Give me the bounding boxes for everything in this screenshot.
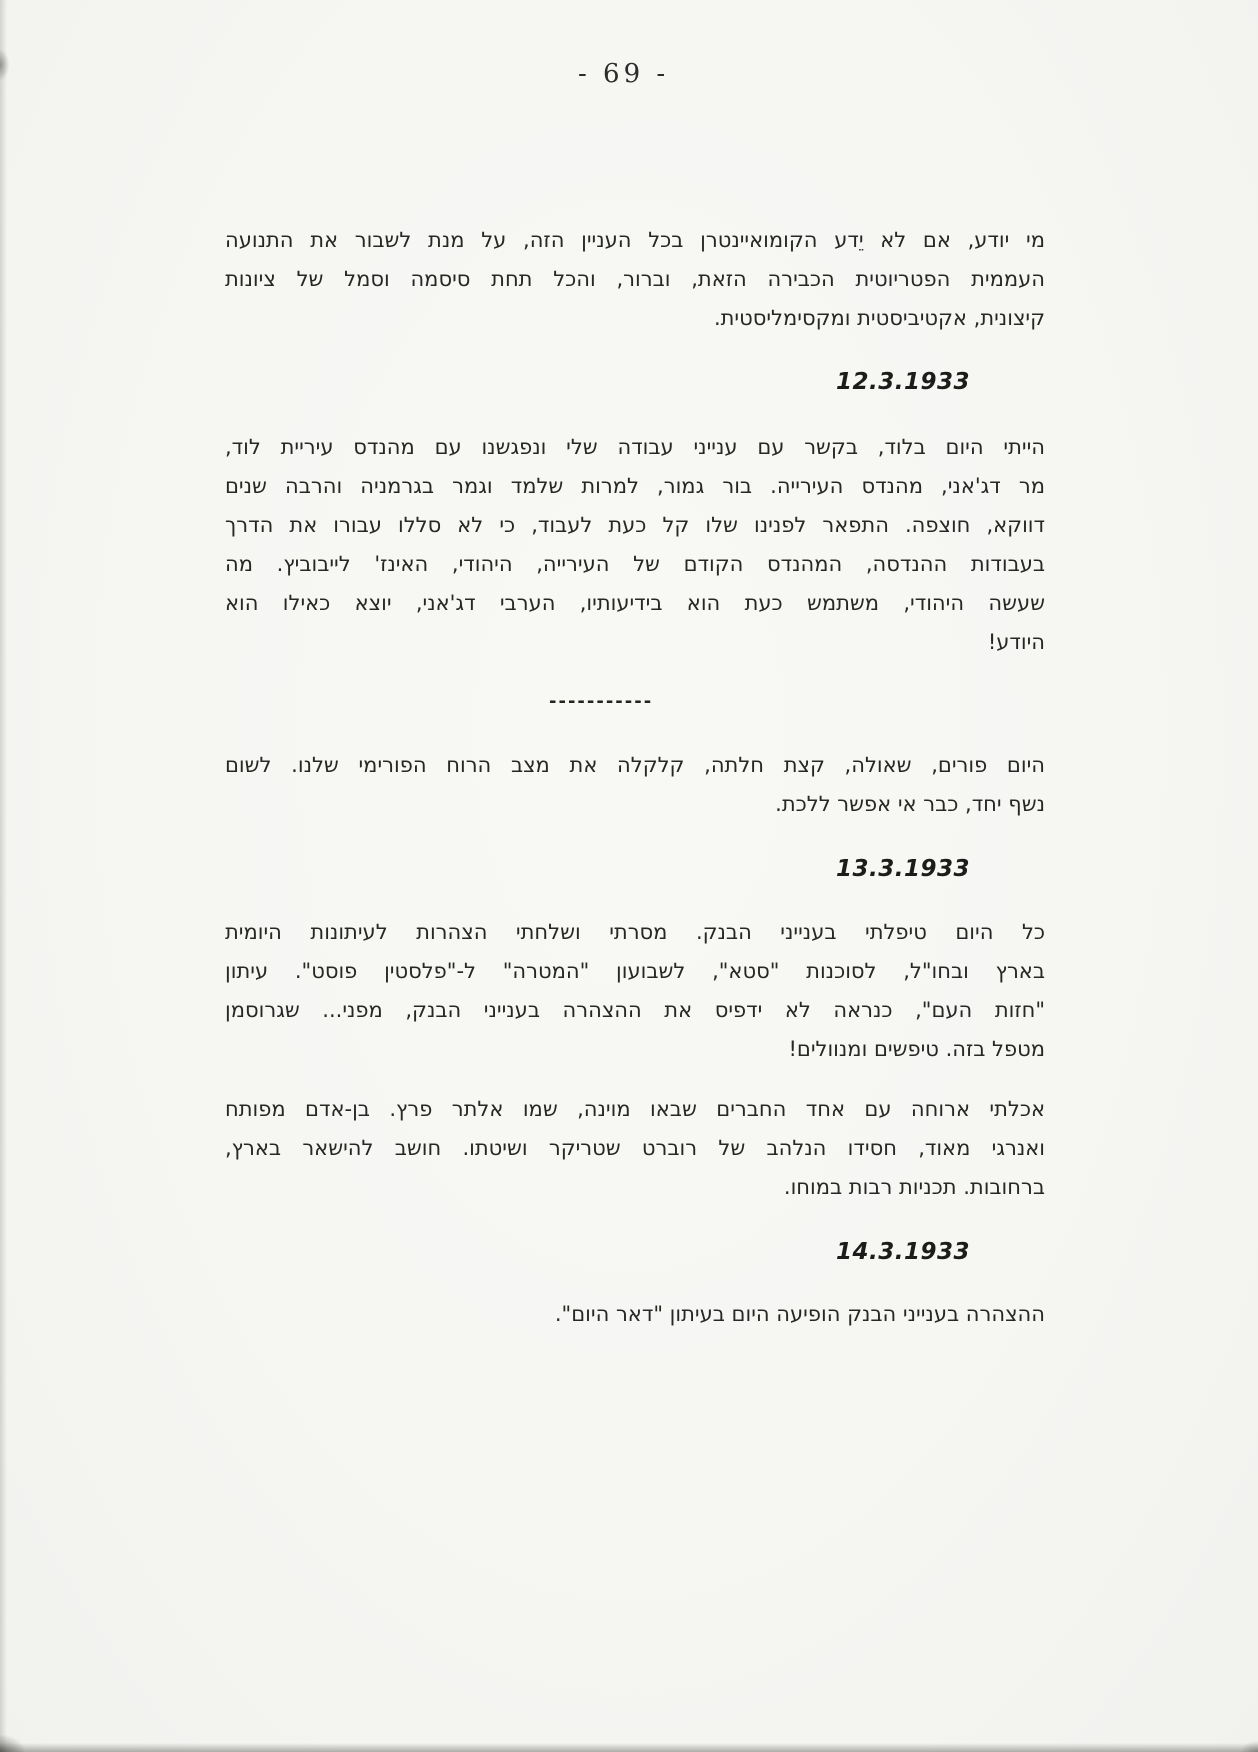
paragraph-line: שעשה היהודי, משתמש כעת הוא בידיעותיו, הערבי דג'אני, יוצא כאילו הוא — [225, 591, 1045, 615]
diary-date-entry-1: 12.3.1933 — [836, 369, 970, 395]
diary-paragraph-3 — [225, 746, 1045, 824]
paragraph-line: ההצהרה בענייני הבנק הופיעה היום בעיתון "דאר היום". — [554, 1302, 1045, 1326]
paragraph-line: בעבודות ההנדסה, המהנדס הקודם של העירייה, היהודי, האינז' לייבוביץ. מה — [225, 552, 1045, 576]
paragraph-line: מר דג'אני, מהנדס העירייה. בור גמור, למרות שלמד וגמר בגרמניה והרבה שנים — [225, 474, 1045, 498]
diary-date-entry-2: 13.3.1933 — [836, 856, 970, 882]
paragraph-line: הייתי היום בלוד, בקשר עם ענייני עבודה שלי ונפגשנו עם מהנדס עיריית לוד, — [225, 435, 1045, 459]
paragraph-line: אכלתי ארוחה עם אחד החברים שבאו מוינה, שמו אלתר פרץ. בן-אדם מפותח — [225, 1097, 1045, 1121]
paragraph-line: ברחובות. תכניות רבות במוחו. — [783, 1175, 1045, 1199]
paragraph-line: דווקא, חוצפה. התפאר לפנינו שלו קל כעת לעבוד, כי לא סללו עבורו את הדרך — [225, 513, 1045, 537]
paragraph-line: ואנרגי מאוד, חסידו הנלהב של רוברט שטריקר ושיטתו. חושב להישאר בארץ, — [225, 1136, 1045, 1160]
scan-edge-shadow-left — [0, 0, 7, 1752]
diary-paragraph-2 — [225, 428, 1045, 662]
diary-paragraph-6 — [225, 1295, 1045, 1334]
section-separator-dashes: ----------- — [549, 691, 654, 712]
scan-edge-shadow-bottom — [0, 1743, 1258, 1752]
paragraph-line: העממית הפטריוטית הכבירה הזאת, וברור, והכל תחת סיסמה וסמל של ציונות — [225, 267, 1045, 291]
paragraph-line: מי יודע, אם לא יֵדע הקומואיינטרן בכל העניין הזה, על מנת לשבור את התנועה — [225, 228, 1045, 252]
scan-corner-smudge-bottom-left — [0, 1734, 26, 1752]
paragraph-line: היודע! — [987, 630, 1045, 654]
scan-edge-mark-top-left — [0, 50, 9, 80]
paragraph-line: כל היום טיפלתי בענייני הבנק. מסרתי ושלחתי הצהרות לעיתונות היומית — [225, 920, 1045, 944]
diary-paragraph-5 — [225, 1090, 1045, 1207]
page-number: - 69 - — [578, 59, 670, 89]
paragraph-line: מטפל בזה. טיפשים ומנוולים! — [788, 1037, 1045, 1061]
paragraph-line: נשף יחד, כבר אי אפשר ללכת. — [775, 792, 1045, 816]
diary-date-entry-3: 14.3.1933 — [836, 1239, 970, 1265]
diary-paragraph-4 — [225, 913, 1045, 1069]
diary-paragraph-1 — [225, 221, 1045, 338]
paragraph-line: "חזות העם", כנראה לא ידפיס את ההצהרה בענייני הבנק, מפני... שגרוסמן — [225, 998, 1045, 1022]
paragraph-line: היום פורים, שאולה, קצת חלתה, קלקלה את מצב הרוח הפורימי שלנו. לשום — [225, 753, 1045, 777]
paragraph-line: קיצונית, אקטיביסטית ומקסימליסטית. — [713, 306, 1045, 330]
paragraph-line: בארץ ובחו"ל, לסוכנות "סטא", לשבועון "המטרה" ל-"פלסטין פוסט". עיתון — [225, 959, 1045, 983]
scan-corner-smudge-bottom-right — [1240, 1740, 1258, 1752]
